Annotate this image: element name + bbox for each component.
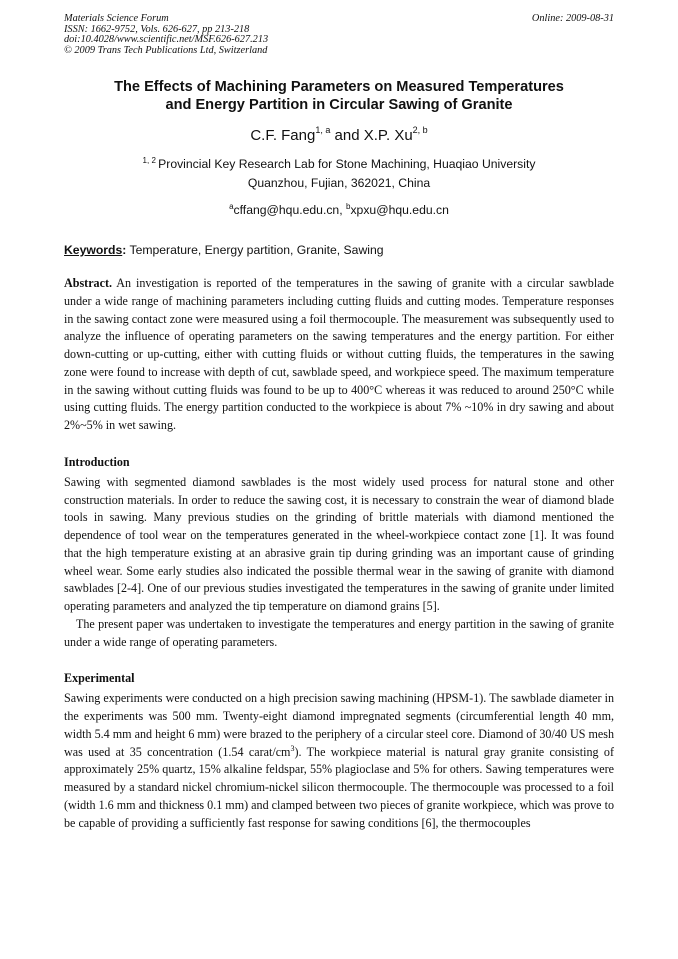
keywords-text: Temperature, Energy partition, Granite, Sawing <box>126 243 384 257</box>
email-a-superscript: a <box>229 202 234 211</box>
abstract <box>64 275 614 435</box>
author-2-superscript: 2, b <box>412 125 428 135</box>
paper-page <box>64 14 614 832</box>
affiliation-line-1 <box>64 155 614 174</box>
keywords <box>64 241 614 259</box>
email-a[interactable]: cffang@hqu.edu.cn <box>233 203 340 217</box>
affiliation-line-2: Quanzhou, Fujian, 362021, China <box>247 176 431 190</box>
affiliation-superscript: 1, 2 <box>142 156 159 165</box>
keywords-label: Keywords <box>64 243 123 257</box>
affiliation <box>64 155 614 193</box>
author-conjunction: and <box>330 127 364 144</box>
abstract-text: An investigation is reported of the temperatures in the sawing of granite with a circular sawblade under a wide range of machining parameters including cutting fluids and cutting modes. Temperature responses in the sawing contact zone were measured using a foil thermocouple. The measurement was subsequently used to analyze the influence of operating parameters on the sawing temperatures and the energy partition. For either down-cutting or up-cutting, either with cutting fluids or without cutting fluids, the temperatures in the sawing zone were found to increase with depth of cut, sawblade speed, and workpiece speed. The maximum temperature in the sawing without cutting fluids was found to be up to 400°C whereas it was reduced to around 250°C while using cutting fluids. The energy partition conducted to the workpiece is about 7% ~10% in dry sawing and about 2%~5% in wet sawing. <box>64 276 614 432</box>
cubic-superscript: 3 <box>290 743 295 753</box>
experimental-text-a: Sawing experiments were conducted on a high precision sawing machining (HPSM-1). The sawblade diameter in the experiments was 500 mm. Twenty-eight diamond impregnated segments (circumferential length 40 mm, width 5.4 mm and height 6 mm) were brazed to the periphery of a circular steel core. Diamond of 30/40 US mesh was used at 35 concentration (1.54 carat/cm <box>64 691 614 759</box>
author-1-superscript: 1, a <box>315 125 331 135</box>
title-line-2: and Energy Partition in Circular Sawing of Granite <box>165 97 513 113</box>
email-b[interactable]: xpxu@hqu.edu.cn <box>350 203 449 217</box>
email-b-superscript: b <box>346 202 351 211</box>
journal-name: Materials Science Forum <box>64 13 169 24</box>
experimental-heading: Experimental <box>64 671 135 686</box>
introduction-paragraph-2: The present paper was undertaken to investigate the temperatures and energy partition in the sawing of granite under a wide range of operating parameters. <box>64 616 614 649</box>
introduction-heading: Introduction <box>64 454 130 469</box>
email-separator: , <box>339 203 346 217</box>
online-date: Online: 2009-08-31 <box>531 13 614 24</box>
author-1: C.F. Fang <box>250 127 316 144</box>
experimental-text-b: ). The workpiece material is natural gray granite consisting of approximately 25% quartz, 15% alkaline feldspar, 55% plagioclase and 5% for others. Sawing temperatures were measured by a standard nickel chromium-nickel silicon thermocouple. The thermocouple was processed to a foil (width 1.6 mm and thickness 0.1 mm) and clamped between two pieces of granite workpiece, which was prove to be capable of providing a sufficiently fast response for sawing conditions [6], the thermocouples <box>64 744 614 830</box>
authors <box>64 126 614 146</box>
introduction-paragraph-1: Sawing with segmented diamond sawblades is the most widely used process for natural stone and other construction materials. In order to reduce the sawing cost, it is necessary to constrain the wear of diamond blade tools in sawing. Many previous studies on the grinding of brittle materials with diamond mentioned the dependence of tool wear on the temperatures generated in the wheel-workpiece contact zone [1]. It was found that the high temperature existing at an abrasive grain tip during grinding was an important cause of grinding wheel wear. Some early studies also indicated the possible thermal wear in the sawing of granite with diamond sawblades [2-4]. One of our previous studies investigated the temperatures in the sawing of granite under limited operating parameters and analyzed the tip temperature on diamond grains [5]. <box>64 474 614 613</box>
keywords-colon: : <box>122 243 127 257</box>
title-line-1: The Effects of Machining Parameters on Measured Temperatures <box>114 79 564 95</box>
abstract-label: Abstract. <box>64 276 113 290</box>
paper-title <box>64 78 614 114</box>
affiliation-text-1: Provincial Key Research Lab for Stone Machining, Huaqiao University <box>158 157 536 171</box>
experimental-paragraph-1 <box>64 690 614 832</box>
publication-header <box>64 14 614 56</box>
doi-line: doi:10.4028/www.scientific.net/MSF.626-627.213 <box>64 34 269 45</box>
author-emails <box>64 201 614 219</box>
issn-line: ISSN: 1662-9752, Vols. 626-627, pp 213-218 <box>64 23 250 35</box>
copyright-line: © 2009 Trans Tech Publications Ltd, Switzerland <box>64 44 268 56</box>
author-2: X.P. Xu <box>363 127 413 144</box>
